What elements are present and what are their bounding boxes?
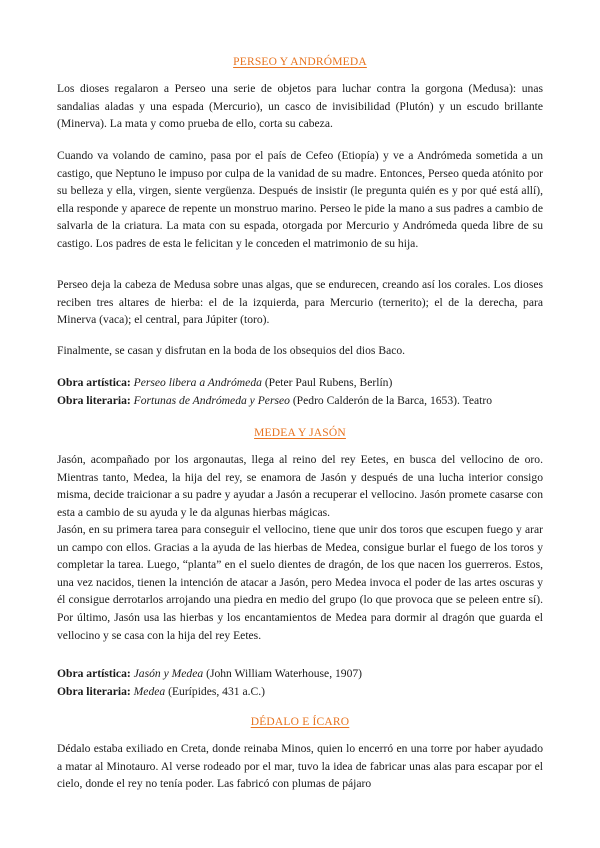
paragraph: Perseo deja la cabeza de Medusa sobre unas algas, que se endurecen, creando así los corales. Los dioses reciben tres altares de hierba: el de la izquierda, para Mercurio (ternerito); el de la derecha, para Minerva (vaca); el central, para Júpiter (toro). [57,278,543,327]
paragraph: Los dioses regalaron a Perseo una serie de objetos para luchar contra la gorgona (Medusa): unas sandalias aladas y una espada (Mercurio), un casco de invisibilidad (Plutón) y un escudo brillante (Minerva). La mata y como prueba de ello, corta su cabeza. [57,82,543,131]
literary-credit [57,683,543,701]
paragraph: Dédalo estaba exiliado en Creta, donde reinaba Minos, quien lo encerró en una torre por haber ayudado a matar al Minotauro. Al verse rodeado por el mar, tuvo la idea de fabricar unas alas para escapar por el cielo, donde el rey no tenía poder. Las fabricó con plumas de pájaro [57,742,543,791]
art-label: Obra artística: [57,376,131,389]
literary-credit [57,392,543,410]
art-detail: (Peter Paul Rubens, Berlín) [261,376,393,389]
lit-label: Obra literaria: [57,685,131,698]
lit-detail: (Pedro Calderón de la Barca, 1653). Teatro [289,394,493,407]
paragraph: Jasón, acompañado por los argonautas, llega al reino del rey Eetes, en busca del vellocino de oro. Mientras tanto, Medea, la hija del rey, se enamora de Jasón y después de una lucha interior consigo misma, decide traicionar a su padre y ayudar a Jasón a recuperar el vellocino. Jasón promete casarse con esta a cambio de su ayuda y le da algunas hierbas mágicas. [57,453,543,519]
art-label: Obra artística: [57,667,131,680]
paragraph: Jasón, en su primera tarea para conseguir el vellocino, tiene que unir dos toros que escupen fuego y arar un campo con ellos. Gracias a la ayuda de las hierbas de Medea, consigue burlar el fuego de los toros y completar la tarea. Luego, “planta” en el suelo dientes de dragón, de los que nacen los guerreros. Estos, una vez nacidos, tienen la intención de atacar a Jasón, pero Medea invoca el poder de las artes oscuras y él consigue derrotarlos arrojando una piedra en medio del grupo (lo que provoca que se peleen entre sí). Por último, Jasón usa las hierbas y los encantamientos de Medea para dormir al dragón que guarda el vellocino y se casa con la hija del rey Eetes. [57,523,543,642]
art-title: Perseo libera a Andrómeda [133,376,262,389]
art-detail: (John William Waterhouse, 1907) [203,667,363,680]
lit-detail: (Eurípides, 431 a.C.) [165,685,266,698]
lit-title: Medea [133,685,166,698]
section-heading-dedalo: DÉDALO E ÍCARO [250,716,350,728]
section-heading-medea: MEDEA Y JASÓN [254,427,346,439]
art-credit [57,374,543,392]
art-title: Jasón y Medea [133,667,204,680]
paragraph: Cuando va volando de camino, pasa por el país de Cefeo (Etiopía) y ve a Andrómeda sometida a un castigo, que Neptuno le impuso por culpa de la vanidad de su madre. Entonces, Perseo queda atónito por su belleza y ella, virgen, siente vergüenza. Después de insistir (le pregunta quién es y por qué está allí), ella responde y aparece de repente un monstruo marino. Perseo le pide la mano a sus padres a cambio de salvarla de la criatura. La mata con su espada, otorgada por Mercurio y Andrómeda queda libre de su castigo. Los padres de esta le felicitan y le conceden el matrimonio de su hija. [57,149,543,250]
paragraph: Finalmente, se casan y disfrutan en la boda de los obsequios del dios Baco. [57,344,406,357]
section-heading-perseo: PERSEO Y ANDRÓMEDA [233,56,367,68]
lit-label: Obra literaria: [57,394,131,407]
art-credit [57,665,543,683]
lit-title: Fortunas de Andrómeda y Perseo [133,394,290,407]
